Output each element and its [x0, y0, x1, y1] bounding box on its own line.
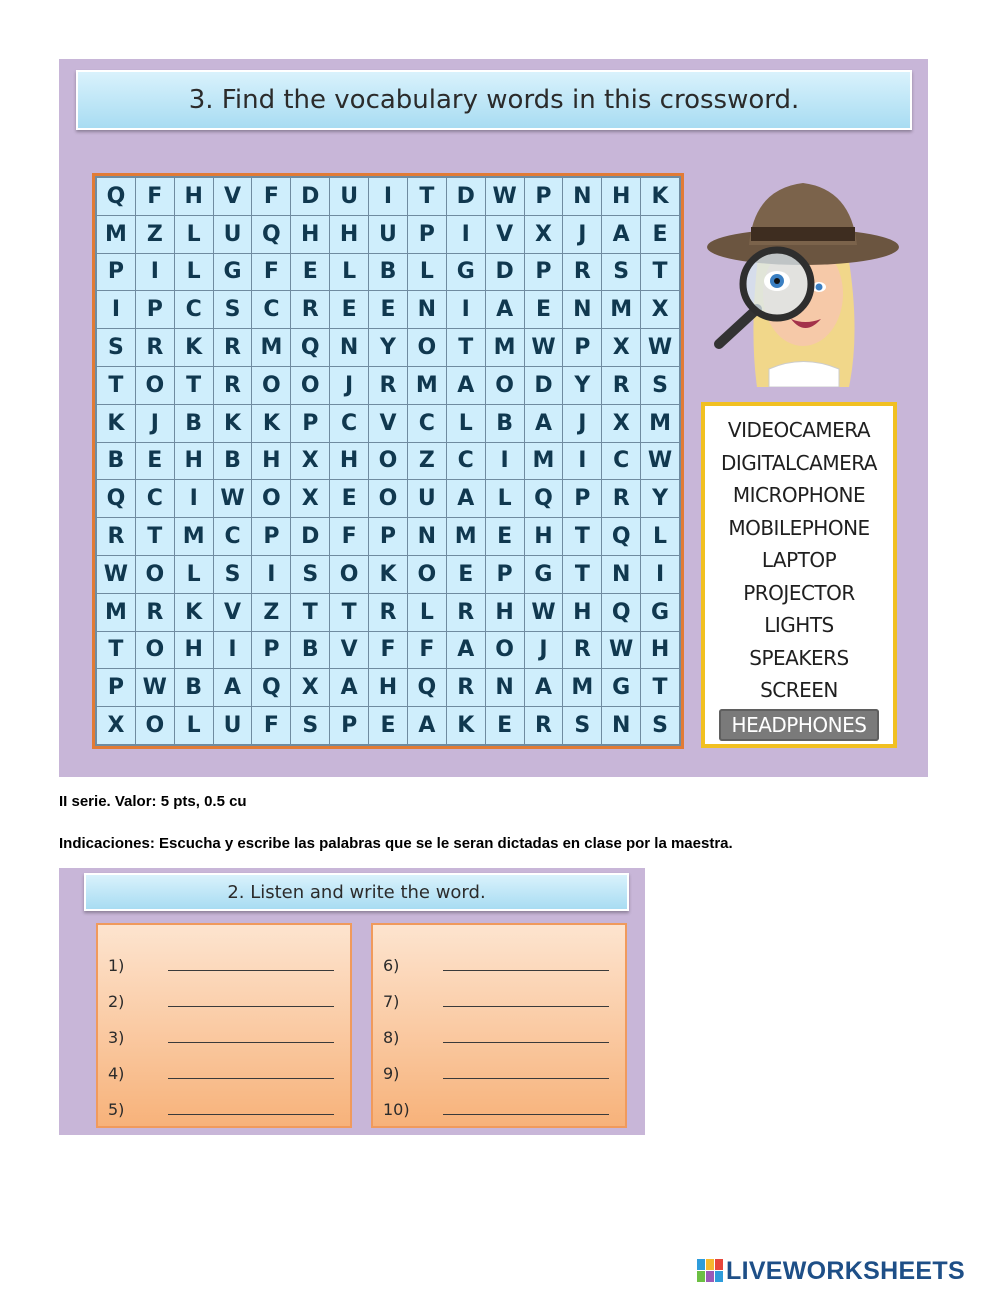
answer-blank[interactable] — [443, 1030, 609, 1043]
letter-cell[interactable]: C — [408, 405, 446, 442]
letter-cell[interactable]: L — [408, 254, 446, 291]
letter-cell[interactable]: O — [330, 556, 368, 593]
letter-cell[interactable]: G — [214, 254, 252, 291]
letter-cell[interactable]: B — [291, 632, 329, 669]
letter-cell[interactable]: I — [447, 291, 485, 328]
letter-cell[interactable]: A — [447, 632, 485, 669]
letter-cell[interactable]: M — [97, 216, 135, 253]
letter-cell[interactable]: E — [447, 556, 485, 593]
letter-cell[interactable]: R — [214, 329, 252, 366]
word-item: SPEAKERS — [749, 645, 849, 670]
letter-cell[interactable]: G — [641, 594, 679, 631]
letter-cell[interactable]: W — [97, 556, 135, 593]
answer-number: 3) — [108, 1028, 125, 1047]
letter-cell[interactable]: K — [175, 329, 213, 366]
letter-cell[interactable]: F — [252, 254, 290, 291]
letter-cell[interactable]: T — [447, 329, 485, 366]
letter-cell[interactable]: E — [641, 216, 679, 253]
letter-cell[interactable]: R — [602, 367, 640, 404]
letter-cell[interactable]: K — [252, 405, 290, 442]
answer-row[interactable] — [383, 1083, 615, 1119]
letter-cell[interactable]: L — [175, 216, 213, 253]
letter-cell[interactable]: E — [291, 254, 329, 291]
word-item: DIGITALCAMERA — [721, 450, 877, 475]
letter-cell[interactable]: Q — [408, 669, 446, 706]
letter-cell[interactable]: D — [486, 254, 524, 291]
letter-cell[interactable]: Z — [136, 216, 174, 253]
letter-cell[interactable]: P — [97, 669, 135, 706]
letter-cell[interactable]: Q — [602, 518, 640, 555]
letter-cell[interactable]: M — [252, 329, 290, 366]
answer-number: 5) — [108, 1100, 125, 1119]
letter-cell[interactable]: W — [641, 443, 679, 480]
letter-cell[interactable]: O — [486, 632, 524, 669]
letter-cell[interactable]: P — [525, 254, 563, 291]
letter-cell[interactable]: R — [291, 291, 329, 328]
letter-cell[interactable]: O — [291, 367, 329, 404]
letter-cell[interactable]: H — [602, 178, 640, 215]
letter-cell[interactable]: P — [486, 556, 524, 593]
letter-cell[interactable]: E — [486, 518, 524, 555]
letter-cell[interactable]: L — [486, 480, 524, 517]
letter-cell[interactable]: R — [563, 632, 601, 669]
letter-cell[interactable]: T — [641, 669, 679, 706]
letter-cell[interactable]: K — [97, 405, 135, 442]
letter-cell[interactable]: E — [486, 707, 524, 744]
logo-text: LIVEWORKSHEETS — [726, 1256, 965, 1285]
answer-blank[interactable] — [443, 1066, 609, 1079]
letter-cell[interactable]: L — [175, 556, 213, 593]
series-heading: II serie. Valor: 5 pts, 0.5 cu — [59, 793, 247, 810]
letter-cell[interactable]: B — [97, 443, 135, 480]
letter-cell[interactable]: J — [330, 367, 368, 404]
word-search-title: 3. Find the vocabulary words in this crossword. — [76, 70, 912, 130]
letter-cell[interactable]: T — [97, 367, 135, 404]
letter-cell[interactable]: I — [486, 443, 524, 480]
letter-cell[interactable]: D — [291, 178, 329, 215]
letter-cell[interactable]: D — [525, 367, 563, 404]
answer-number: 1) — [108, 956, 125, 975]
letter-cell[interactable]: R — [602, 480, 640, 517]
letter-cell[interactable]: P — [408, 216, 446, 253]
letter-cell[interactable]: A — [330, 669, 368, 706]
letter-cell[interactable]: T — [563, 556, 601, 593]
word-search-panel — [59, 59, 928, 777]
letter-cell[interactable]: K — [175, 594, 213, 631]
letter-cell[interactable]: M — [525, 443, 563, 480]
letter-cell[interactable]: M — [97, 594, 135, 631]
letter-cell[interactable]: J — [525, 632, 563, 669]
letter-cell[interactable]: E — [330, 291, 368, 328]
letter-cell[interactable]: H — [563, 594, 601, 631]
letter-cell[interactable]: C — [330, 405, 368, 442]
letter-cell[interactable]: B — [486, 405, 524, 442]
letter-cell[interactable]: T — [330, 594, 368, 631]
answer-row[interactable] — [383, 975, 615, 1011]
letter-cell[interactable]: O — [136, 632, 174, 669]
letter-cell[interactable]: X — [97, 707, 135, 744]
letter-cell[interactable]: K — [369, 556, 407, 593]
letter-cell[interactable]: Y — [641, 480, 679, 517]
word-list — [701, 402, 897, 748]
answer-blank[interactable] — [168, 994, 334, 1007]
letter-cell[interactable]: L — [447, 405, 485, 442]
letter-cell[interactable]: Q — [252, 669, 290, 706]
listen-write-panel — [59, 868, 645, 1135]
letter-cell[interactable]: N — [408, 291, 446, 328]
letter-cell[interactable]: R — [447, 594, 485, 631]
letter-cell[interactable]: R — [97, 518, 135, 555]
answer-row[interactable] — [108, 1083, 340, 1119]
letter-cell[interactable]: O — [369, 480, 407, 517]
letter-cell[interactable]: L — [408, 594, 446, 631]
letter-cell[interactable]: A — [447, 480, 485, 517]
letter-cell[interactable]: B — [369, 254, 407, 291]
letter-grid — [92, 173, 684, 749]
letter-cell[interactable]: C — [214, 518, 252, 555]
letter-cell[interactable]: T — [291, 594, 329, 631]
letter-cell[interactable]: F — [330, 518, 368, 555]
letter-cell[interactable]: W — [486, 178, 524, 215]
letter-cell[interactable]: C — [447, 443, 485, 480]
letter-cell[interactable]: T — [408, 178, 446, 215]
letter-cell[interactable]: E — [330, 480, 368, 517]
letter-cell[interactable]: P — [136, 291, 174, 328]
letter-cell[interactable]: O — [486, 367, 524, 404]
letter-cell[interactable]: W — [525, 329, 563, 366]
answer-row[interactable] — [108, 1011, 340, 1047]
letter-cell[interactable]: P — [291, 405, 329, 442]
letter-cell[interactable]: E — [369, 291, 407, 328]
letter-cell[interactable]: I — [214, 632, 252, 669]
letter-cell[interactable]: O — [408, 329, 446, 366]
letter-cell[interactable]: V — [330, 632, 368, 669]
letter-cell[interactable]: P — [563, 480, 601, 517]
letter-cell[interactable]: F — [252, 707, 290, 744]
letter-cell[interactable]: C — [136, 480, 174, 517]
answer-row[interactable] — [383, 1011, 615, 1047]
letter-cell[interactable]: F — [252, 178, 290, 215]
letter-cell[interactable]: H — [175, 178, 213, 215]
letter-cell[interactable]: L — [330, 254, 368, 291]
answer-number: 9) — [383, 1064, 400, 1083]
word-item: MOBILEPHONE — [728, 515, 870, 540]
letter-cell[interactable]: A — [447, 367, 485, 404]
letter-cell[interactable]: F — [408, 632, 446, 669]
letter-cell[interactable]: R — [525, 707, 563, 744]
listen-write-title: 2. Listen and write the word. — [84, 873, 629, 911]
letter-cell[interactable]: A — [525, 669, 563, 706]
letter-cell[interactable]: H — [330, 443, 368, 480]
letter-cell[interactable]: B — [214, 443, 252, 480]
letter-cell[interactable]: G — [447, 254, 485, 291]
letter-cell[interactable]: S — [214, 556, 252, 593]
letter-cell[interactable]: U — [214, 707, 252, 744]
answer-blank[interactable] — [168, 1030, 334, 1043]
letter-cell[interactable]: S — [291, 556, 329, 593]
detective-avatar-illustration — [699, 169, 899, 387]
letter-cell[interactable]: O — [136, 556, 174, 593]
letter-cell[interactable]: H — [252, 443, 290, 480]
letter-cell[interactable]: M — [641, 405, 679, 442]
answer-row[interactable] — [108, 1047, 340, 1083]
letter-cell[interactable]: K — [214, 405, 252, 442]
letter-cell[interactable]: A — [525, 405, 563, 442]
letter-cell[interactable]: T — [175, 367, 213, 404]
letter-cell[interactable]: H — [486, 594, 524, 631]
letter-cell[interactable]: H — [641, 632, 679, 669]
letter-cell[interactable]: M — [447, 518, 485, 555]
answer-row[interactable] — [383, 1047, 615, 1083]
letter-cell[interactable]: M — [175, 518, 213, 555]
letter-cell[interactable]: B — [175, 405, 213, 442]
letter-cell[interactable]: S — [214, 291, 252, 328]
answer-box-left — [96, 923, 352, 1128]
letter-cell[interactable]: L — [175, 707, 213, 744]
word-item: VIDEOCAMERA — [727, 418, 871, 442]
letter-cell[interactable]: G — [525, 556, 563, 593]
letter-cell[interactable]: L — [175, 254, 213, 291]
answer-number: 7) — [383, 992, 400, 1011]
letter-cell[interactable]: S — [97, 329, 135, 366]
word-item: SCREEN — [760, 678, 838, 702]
letter-cell[interactable]: X — [641, 291, 679, 328]
answer-number: 4) — [108, 1064, 125, 1083]
letter-cell[interactable]: A — [486, 291, 524, 328]
letter-cell[interactable]: V — [214, 178, 252, 215]
letter-cell[interactable]: I — [97, 291, 135, 328]
letter-cell[interactable]: I — [369, 178, 407, 215]
letter-cell[interactable]: O — [136, 367, 174, 404]
answer-box-right — [371, 923, 627, 1128]
letter-cell[interactable]: Q — [252, 216, 290, 253]
letter-cell[interactable]: N — [408, 518, 446, 555]
letter-cell[interactable]: I — [136, 254, 174, 291]
letter-cell[interactable]: M — [563, 669, 601, 706]
answer-blank[interactable] — [443, 994, 609, 1007]
letter-cell[interactable]: D — [447, 178, 485, 215]
letter-cell[interactable]: X — [291, 669, 329, 706]
instructions-text: Indicaciones: Escucha y escribe las palabras que se le seran dictadas en clase por la maestra. — [59, 835, 733, 852]
letter-cell[interactable]: P — [525, 178, 563, 215]
letter-cell[interactable]: H — [525, 518, 563, 555]
letter-cell[interactable]: R — [563, 254, 601, 291]
letter-cell[interactable]: X — [602, 329, 640, 366]
letter-cell[interactable]: R — [369, 367, 407, 404]
letter-cell[interactable]: X — [291, 480, 329, 517]
letter-cell[interactable]: X — [602, 405, 640, 442]
letter-cell[interactable]: N — [563, 291, 601, 328]
letter-cell[interactable]: D — [291, 518, 329, 555]
word-item: LIGHTS — [764, 613, 834, 637]
letter-cell[interactable]: H — [291, 216, 329, 253]
letter-cell[interactable]: R — [369, 594, 407, 631]
letter-cell[interactable]: M — [602, 291, 640, 328]
letter-cell[interactable]: O — [252, 367, 290, 404]
letter-cell[interactable]: Q — [97, 178, 135, 215]
letter-cell[interactable]: S — [641, 707, 679, 744]
letter-cell[interactable]: I — [563, 443, 601, 480]
letter-cell[interactable]: C — [252, 291, 290, 328]
letter-cell[interactable]: I — [175, 480, 213, 517]
letter-cell[interactable]: V — [486, 216, 524, 253]
letter-cell[interactable]: Q — [525, 480, 563, 517]
word-item: PROJECTOR — [743, 580, 855, 605]
letter-cell[interactable]: X — [291, 443, 329, 480]
letter-cell[interactable]: M — [408, 367, 446, 404]
answer-number: 8) — [383, 1028, 400, 1047]
letter-cell[interactable]: Y — [563, 367, 601, 404]
letter-cell[interactable]: O — [136, 707, 174, 744]
answer-row[interactable] — [108, 939, 340, 975]
letter-cell[interactable]: P — [369, 518, 407, 555]
letter-cell[interactable]: T — [563, 518, 601, 555]
letter-cell[interactable]: K — [641, 178, 679, 215]
letter-cell[interactable]: U — [214, 216, 252, 253]
letter-cell[interactable]: O — [369, 443, 407, 480]
answer-blank[interactable] — [443, 1102, 609, 1115]
letter-cell[interactable]: V — [369, 405, 407, 442]
letter-cell[interactable]: R — [136, 594, 174, 631]
letter-cell[interactable]: W — [214, 480, 252, 517]
letter-cell[interactable]: A — [214, 669, 252, 706]
letter-cell[interactable]: W — [602, 632, 640, 669]
letter-cell[interactable]: N — [486, 669, 524, 706]
letter-cell[interactable]: X — [525, 216, 563, 253]
letter-cell[interactable]: U — [330, 178, 368, 215]
letter-cell[interactable]: Z — [408, 443, 446, 480]
letter-cell[interactable]: U — [369, 216, 407, 253]
letter-cell[interactable]: A — [602, 216, 640, 253]
letter-cell[interactable]: H — [175, 443, 213, 480]
letter-cell[interactable]: F — [369, 632, 407, 669]
letter-cell[interactable]: O — [252, 480, 290, 517]
letter-cell[interactable]: T — [136, 518, 174, 555]
letter-cell[interactable]: H — [369, 669, 407, 706]
letter-cell[interactable]: E — [136, 443, 174, 480]
letter-cell[interactable]: T — [97, 632, 135, 669]
answer-row[interactable] — [383, 939, 615, 975]
letter-cell[interactable]: F — [136, 178, 174, 215]
letter-cell[interactable]: I — [447, 216, 485, 253]
letter-cell[interactable]: E — [525, 291, 563, 328]
letter-cell[interactable]: W — [136, 669, 174, 706]
letter-cell[interactable]: R — [136, 329, 174, 366]
word-item: MICROPHONE — [732, 483, 866, 507]
letter-cell[interactable]: R — [214, 367, 252, 404]
letter-cell[interactable]: S — [602, 254, 640, 291]
letter-cell[interactable]: O — [408, 556, 446, 593]
letter-cell[interactable]: U — [408, 480, 446, 517]
answer-number: 6) — [383, 956, 400, 975]
letter-cell[interactable]: Y — [369, 329, 407, 366]
letter-cell[interactable]: N — [330, 329, 368, 366]
letter-cell[interactable]: I — [252, 556, 290, 593]
letter-cell[interactable]: M — [486, 329, 524, 366]
answer-number: 2) — [108, 992, 125, 1011]
letter-cell[interactable]: G — [602, 669, 640, 706]
letter-cell[interactable]: Q — [291, 329, 329, 366]
word-item-highlighted: HEADPHONES — [719, 709, 879, 742]
letter-cell[interactable]: C — [602, 443, 640, 480]
letter-cell[interactable]: I — [641, 556, 679, 593]
letter-cell[interactable]: Q — [602, 594, 640, 631]
answer-blank[interactable] — [443, 958, 609, 971]
letter-cell[interactable]: V — [214, 594, 252, 631]
answer-blank[interactable] — [168, 1102, 334, 1115]
word-item: LAPTOP — [761, 548, 837, 572]
letter-cell[interactable]: P — [563, 329, 601, 366]
letter-cell[interactable]: W — [641, 329, 679, 366]
letter-cell[interactable]: R — [447, 669, 485, 706]
letter-cell[interactable]: C — [175, 291, 213, 328]
letter-cell[interactable]: B — [175, 669, 213, 706]
letter-cell[interactable]: N — [563, 178, 601, 215]
letter-cell[interactable]: Z — [252, 594, 290, 631]
letter-cell[interactable]: J — [136, 405, 174, 442]
answer-number: 10) — [383, 1100, 410, 1119]
letter-cell[interactable]: E — [369, 707, 407, 744]
letter-cell[interactable]: P — [252, 632, 290, 669]
letter-cell[interactable]: K — [447, 707, 485, 744]
letter-cell[interactable]: N — [602, 556, 640, 593]
letter-cell[interactable]: P — [330, 707, 368, 744]
letter-cell[interactable]: W — [525, 594, 563, 631]
letter-cell[interactable]: P — [97, 254, 135, 291]
letter-cell[interactable]: L — [641, 518, 679, 555]
letter-cell[interactable]: H — [330, 216, 368, 253]
answer-row[interactable] — [108, 975, 340, 1011]
letter-cell[interactable]: P — [252, 518, 290, 555]
letter-cell[interactable]: S — [291, 707, 329, 744]
answer-blank[interactable] — [168, 958, 334, 971]
letter-cell[interactable]: T — [641, 254, 679, 291]
letter-cell[interactable]: Q — [97, 480, 135, 517]
answer-blank[interactable] — [168, 1066, 334, 1079]
liveworksheets-logo-icon — [697, 1259, 723, 1283]
letter-cell[interactable]: N — [602, 707, 640, 744]
letter-cell[interactable]: S — [641, 367, 679, 404]
letter-cell[interactable]: S — [563, 707, 601, 744]
letter-cell[interactable]: H — [175, 632, 213, 669]
letter-cell[interactable]: J — [563, 216, 601, 253]
liveworksheets-logo[interactable] — [697, 1256, 965, 1286]
letter-cell[interactable]: A — [408, 707, 446, 744]
letter-cell[interactable]: J — [563, 405, 601, 442]
